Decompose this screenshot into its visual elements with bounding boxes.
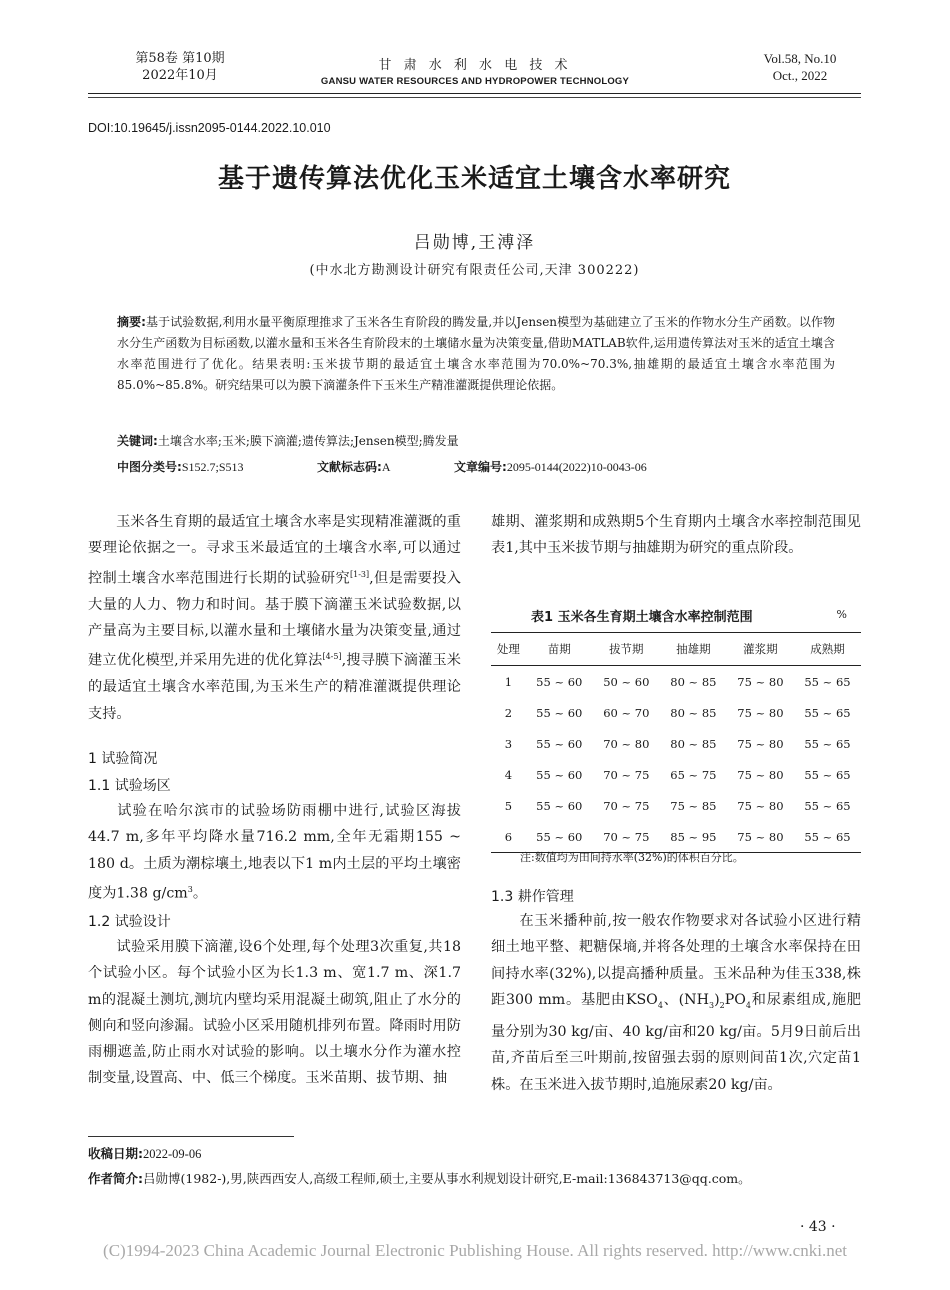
table-1-title: 表1 玉米各生育期土壤含水率控制范围	[531, 610, 753, 625]
table-1-note: 注:数值均为田间持水率(32%)的体积百分比。	[520, 851, 744, 864]
keywords-label: 关键词:	[117, 434, 158, 448]
sub-1: 4	[657, 1000, 663, 1010]
table-cell: 5	[504, 798, 513, 813]
table-cell: 55 ~ 60	[536, 767, 583, 782]
table-cell: 75 ~ 85	[670, 798, 717, 813]
intro-paragraph	[88, 509, 461, 727]
table-cell: 55 ~ 65	[804, 798, 851, 813]
col2-continuation: 雄期、灌浆期和成熟期5个生育期内土壤含水率控制范围见表1,其中玉米拔节期与抽雄期为研究的重点阶段。	[491, 514, 861, 557]
table-cell: 70 ~ 75	[603, 767, 650, 782]
clc-value: S152.7;S513	[181, 460, 244, 474]
table-cell: 65 ~ 75	[670, 767, 717, 782]
table-cell: 75 ~ 80	[737, 674, 784, 689]
intro-ref-2: [4-5]	[322, 652, 342, 662]
tillage-text-c: )	[714, 991, 720, 1008]
table-row	[491, 821, 861, 853]
section-1-3-text	[491, 908, 861, 1098]
table-cell: 4	[504, 767, 513, 782]
issue-volume-cn: 第58卷 第10期	[135, 51, 225, 66]
table-1-unit: %	[836, 608, 847, 621]
page-number: · 43 ·	[800, 1219, 836, 1235]
table-cell: 55 ~ 60	[536, 736, 583, 751]
table-cell: 75 ~ 80	[737, 767, 784, 782]
art-label: 文章编号:	[454, 460, 507, 474]
intro-ref-1: [1-3]	[350, 569, 370, 579]
header-rule-thin	[88, 97, 861, 98]
table-cell: 55 ~ 65	[794, 821, 861, 853]
journal-name	[300, 54, 650, 87]
sub-3: 2	[719, 1000, 725, 1010]
tillage-text-d: PO	[724, 991, 746, 1008]
table-header-cell: 成熟期	[794, 633, 861, 666]
author-bio-text: 吕勋博(1982-),男,陕西西安人,高级工程师,硕士,主要从事水利规划设计研究,E-mail:136843713@qq.com。	[143, 1171, 751, 1186]
doc-code	[317, 457, 390, 477]
table-cell: 60 ~ 70	[603, 705, 650, 720]
table-cell: 55 ~ 60	[536, 705, 583, 720]
table-row	[491, 790, 861, 821]
table-cell: 6	[491, 821, 526, 853]
section-1-2-heading: 1.2 试验设计	[88, 914, 171, 930]
sub-2: 3	[708, 1000, 715, 1010]
table-row	[491, 697, 861, 728]
table-cell: 55 ~ 60	[536, 674, 583, 689]
section-1-3-heading: 1.3 耕作管理	[491, 889, 574, 905]
table-cell: 3	[504, 736, 513, 751]
table-cell: 70 ~ 75	[603, 798, 650, 813]
footnote-rule	[88, 1136, 294, 1137]
table-cell: 75 ~ 80	[727, 821, 794, 853]
issue-date-en: Oct., 2022	[772, 68, 828, 83]
table-cell: 55 ~ 60	[536, 798, 583, 813]
site-text-end: 。	[192, 885, 208, 902]
table-1	[491, 632, 861, 853]
table-cell: 80 ~ 85	[670, 736, 717, 751]
table-cell: 55 ~ 65	[804, 736, 851, 751]
unit-superscript: 3	[187, 884, 193, 894]
abstract-text: 基于试验数据,利用水量平衡原理推求了玉米各生育阶段的腾发量,并以Jensen模型为基础建立了玉米的作物水分生产函数。以作物水分生产函数为目标函数,以灌水量和玉米各生育阶段末的土壤储水量为决策变量,借助MATLAB软件,运用遗传算法对玉米的适宜土壤含水率范围进行了优化。结果表明:玉米拔节期的最适宜土壤含水率范围为70.0%~70.3%,抽雄期的最适宜土壤含水率范围为85.0%~85.8%。研究结果可以为膜下滴灌条件下玉米生产精准灌溉提供理论依据。	[117, 315, 835, 392]
table-cell: 55 ~ 65	[804, 767, 851, 782]
table-cell: 50 ~ 60	[603, 674, 650, 689]
section-1-2-text	[88, 934, 461, 1092]
table-header-cell: 苗期	[526, 633, 593, 666]
table-header-row	[491, 633, 861, 666]
received-value: 2022-09-06	[143, 1147, 202, 1161]
clc-code	[117, 457, 244, 477]
keywords	[117, 431, 835, 451]
table-cell: 55 ~ 60	[526, 821, 593, 853]
header-rule-thick	[88, 93, 861, 94]
author-bio	[88, 1169, 751, 1187]
table-header-cell: 拔节期	[593, 633, 660, 666]
table-row	[491, 666, 861, 698]
affiliation: (中水北方勘测设计研究有限责任公司,天津 300222)	[309, 263, 640, 278]
table-cell: 75 ~ 80	[737, 705, 784, 720]
tillage-text-e: 和尿素组成,施肥量分别为30 kg/亩、40 kg/亩和20 kg/亩。5月9日前后出苗,齐苗后至三叶期前,按留强去弱的原则间苗1次,穴定苗1株。在玉米进入拔节期时,追施尿素20 kg/亩。	[491, 991, 861, 1093]
site-text: 试验在哈尔滨市的试验场防雨棚中进行,试验区海拔44.7 m,多年平均降水量716.2 mm,全年无霜期155 ~ 180 d。土质为潮棕壤土,地表以下1 m内土层的平均土壤密度为1.38 g/cm	[88, 803, 461, 902]
table-cell: 1	[504, 674, 513, 689]
intro-text-a: 玉米各生育期的最适宜土壤含水率是实现精准灌溉的重要理论依据之一。寻求玉米最适宜的土壤含水率,可以通过控制土壤含水率范围进行长期的试验研究	[88, 514, 461, 587]
journal-issue-en	[740, 50, 860, 84]
journal-issue-cn	[120, 50, 240, 84]
table-cell: 70 ~ 80	[603, 736, 650, 751]
received-label: 收稿日期:	[88, 1146, 143, 1161]
clc-label: 中图分类号:	[117, 460, 182, 474]
table-cell: 80 ~ 85	[670, 674, 717, 689]
table-cell: 80 ~ 85	[670, 705, 717, 720]
art-value: 2095-0144(2022)10-0043-06	[506, 460, 647, 474]
abstract-label: 摘要:	[117, 315, 146, 329]
received-date	[88, 1144, 201, 1162]
issue-date-cn: 2022年10月	[142, 68, 218, 83]
doc-value: A	[381, 460, 391, 474]
paper-title: 基于遗传算法优化玉米适宜土壤含水率研究	[217, 164, 731, 194]
table-cell: 75 ~ 80	[737, 798, 784, 813]
table-header-cell: 灌浆期	[727, 633, 794, 666]
table-cell: 55 ~ 65	[804, 674, 851, 689]
table-cell: 75 ~ 80	[737, 736, 784, 751]
intro-text-b: ,但是需要投入大量的人力、物力和时间。基于膜下滴灌玉米试验数据,以产量高为主要目标,以灌水量和土壤储水量为决策变量,通过建立优化模型,并采用先进的优化算法	[88, 570, 461, 669]
table-cell: 55 ~ 65	[804, 705, 851, 720]
sub-4: 4	[745, 1000, 751, 1010]
table-row	[491, 759, 861, 790]
doi: DOI:10.19645/j.issn2095-0144.2022.10.010	[88, 121, 331, 135]
article-number	[454, 457, 647, 477]
abstract	[117, 312, 835, 396]
table-cell: 70 ~ 75	[593, 821, 660, 853]
author-bio-label: 作者简介:	[88, 1171, 143, 1186]
section-1-1-heading: 1.1 试验场区	[88, 778, 171, 794]
design-text: 试验采用膜下滴灌,设6个处理,每个处理3次重复,共18个试验小区。每个试验小区为长1.3 m、宽1.7 m、深1.7 m的混凝土测坑,测坑内壁均采用混凝土砌筑,阻止了水分的侧向和竖向渗漏。试验小区采用随机排列布置。降雨时用防雨棚遮盖,防止雨水对试验的影响。以土壤水分作为灌水控制变量,设置高、中、低三个梯度。玉米苗期、拔节期、抽	[88, 939, 461, 1087]
journal-name-cn: 甘 肃 水 利 水 电 技 术	[378, 58, 572, 73]
table-row	[491, 728, 861, 759]
copyright-watermark: (C)1994-2023 China Academic Journal Electronic Publishing House. All rights reserved. http://www.cnki.net	[103, 1241, 847, 1260]
keywords-text: 土壤含水率;玉米;膜下滴灌;遗传算法;Jensen模型;腾发量	[157, 434, 459, 448]
section-1-1-text	[88, 798, 461, 907]
table-cell: 85 ~ 95	[660, 821, 727, 853]
table-cell: 2	[504, 705, 513, 720]
table-header-cell: 抽雄期	[660, 633, 727, 666]
intro-text-c: ,搜寻膜下滴灌玉米的最适宜土壤含水率范围,为玉米生产的精准灌溉提供理论支持。	[88, 652, 461, 722]
tillage-text-a: 在玉米播种前,按一般农作物要求对各试验小区进行精细土地平整、耙糖保墒,并将各处理的土壤含水率保持在田间持水率(32%),以提高播种质量。玉米品种为佳玉338,株距300 mm。基肥由KSO	[491, 913, 861, 1008]
authors: 吕勋博,王溥泽	[413, 233, 536, 253]
issue-volume-en: Vol.58, No.10	[763, 51, 837, 66]
table-header-cell: 处理	[491, 633, 526, 666]
journal-name-en: GANSU WATER RESOURCES AND HYDROPOWER TECHNOLOGY	[320, 76, 630, 87]
section-1-heading: 1 试验简况	[88, 751, 158, 767]
doc-label: 文献标志码:	[317, 460, 382, 474]
tillage-text-b: 、(NH	[662, 991, 709, 1008]
